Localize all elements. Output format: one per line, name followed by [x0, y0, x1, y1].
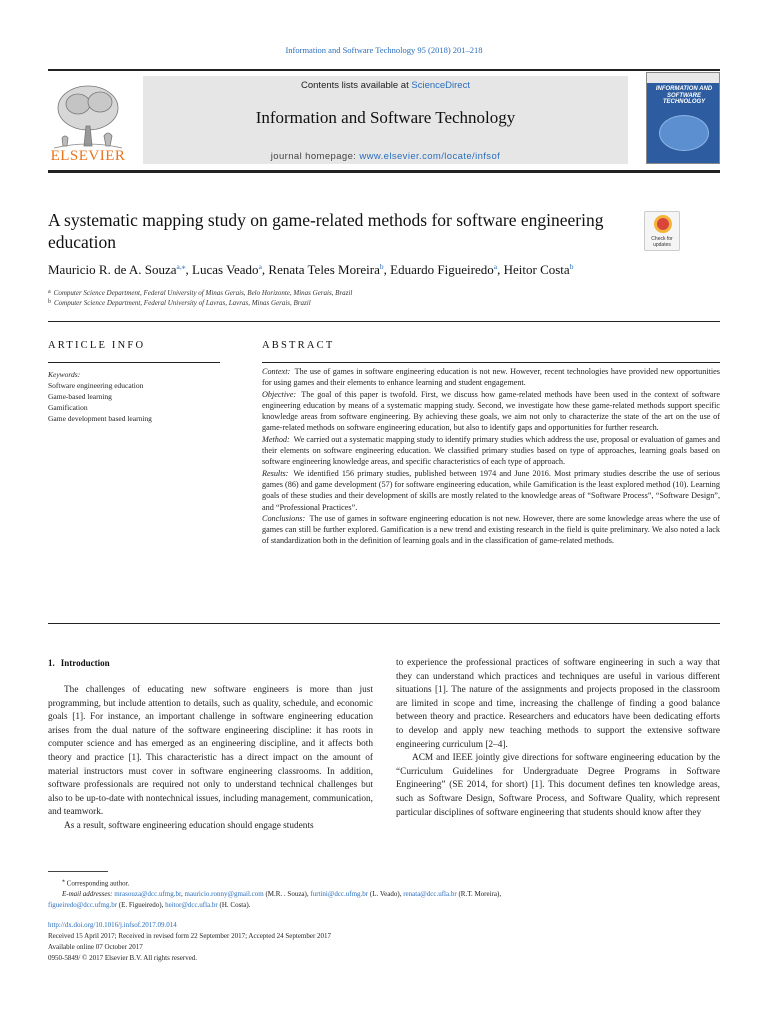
abstract-section-text: The use of games in software engineering education is not new. However, recent technologies have provided new opportunities for using games and their elements to enhance learning and student engagement. [262, 367, 720, 388]
affiliation-a [48, 289, 352, 297]
author-affiliation-marker[interactable]: b [569, 262, 574, 271]
abstract-bottom-rule [48, 623, 720, 624]
body-column-right [396, 657, 720, 820]
journal-homepage-line [143, 151, 628, 162]
author-name[interactable]: Lucas Veado [192, 262, 259, 277]
affiliation-marker: a [48, 289, 51, 295]
keywords-block [48, 369, 220, 424]
email-line-2: figueiredo@dcc.ufmg.br (E. Figueiredo), heitor@dcc.ufla.br (H. Costa). [48, 901, 251, 910]
author-name[interactable]: Renata Teles Moreira [268, 262, 380, 277]
abstract-section-text: The goal of this paper is twofold. First, we discuss how game-related methods have been used in the context of software engineering education by means of a systematic mapping study. Second, we investigate how these game-related methods support specific knowledge areas from software engineering. By achieving these goals, we aim not only to characterize the state of the art on the use of game-related methods on software engineering education, but also to identify gaps and opportunities for further research. [262, 389, 720, 433]
doi-link[interactable]: http://dx.doi.org/10.1016/j.infsof.2017.09.014 [48, 921, 177, 929]
contents-line [143, 80, 628, 91]
received-dates: Received 15 April 2017; Received in revised form 22 September 2017; Accepted 24 September 2017 [48, 932, 332, 940]
introduction-heading [48, 658, 110, 668]
abstract-body [262, 366, 720, 547]
journal-title: Information and Software Technology [255, 108, 516, 127]
abstract-section-label: Objective: [262, 389, 297, 399]
email-label: E-mail addresses: [62, 890, 113, 899]
elsevier-wordmark: ELSEVIER [50, 148, 126, 164]
author-affiliation-marker[interactable]: a [493, 262, 498, 271]
affiliation-text: Computer Science Department, Federal University of Minas Gerais, Belo Horizonte, Minas Gerais, Brazil [53, 289, 353, 297]
email-link[interactable]: mrasouza@dcc.ufmg.br [114, 890, 182, 899]
article-title: A systematic mapping study on game-related methods for software engineering education [48, 210, 604, 252]
author-affiliation-marker[interactable]: a,⁎ [176, 262, 186, 271]
affiliation-rule [48, 321, 720, 322]
email-line-1: E-mail addresses: mrasouza@dcc.ufmg.br, mauricio.ronny@gmail.com (M.R. . Souza), furtini@dcc.ufmg.br (L. Veado), renata@dcc.ufla.br (R.T. Moreira), [62, 890, 502, 899]
abstract-section-text: We carried out a systematic mapping study to identify primary studies which address the use, proposal or evaluation of games and their elements on software engineering education. We classified primary studies based on type of approaches, learning goals based on software engineering knowledge areas, and specific characteristics of each type of approach. [262, 434, 720, 467]
header-bottom-rule [48, 170, 720, 173]
author-affiliation-marker[interactable]: b [379, 262, 384, 271]
keyword-item: Game development based learning [48, 414, 152, 423]
footnote-rule [48, 871, 108, 872]
abstract-section-label: Method: [262, 434, 290, 444]
section-number: 1. [48, 658, 55, 668]
affiliation-marker: b [48, 299, 51, 305]
abstract-section-label: Results: [262, 468, 289, 478]
keyword-item: Software engineering education [48, 381, 144, 390]
body-paragraph: ACM and IEEE jointly give directions for software engineering education by the “Curriculum Guidelines for Undergraduate Degree Programs in Software Engineering” (SE 2014, for short) [1]. This document defines ten knowledge areas, such as Software Design, Software Process, and Software Quality, which represent particular disciplines of software engineering that students should know after they [396, 753, 720, 818]
email-link[interactable]: furtini@dcc.ufmg.br [310, 890, 369, 899]
affiliation-b [48, 299, 311, 307]
corresponding-author-note: ⁎ Corresponding author. [62, 878, 130, 888]
body-paragraph: to experience the professional practices of software engineering in such a way that they can understand which practices and techniques are useful in various different situations [1]. The nature of the assignments and projects proposed in the classroom are limited in scope and time, increasing the challenge of finding a good balance between theory and practice. Researchers and educators have been dedicating efforts to develop and apply new teaching methods to support the extensive software engineering curriculum [2–4]. [396, 658, 720, 750]
body-paragraph: As a result, software engineering education should engage students [64, 820, 314, 831]
keyword-item: Gamification [48, 403, 88, 412]
author-name[interactable]: Mauricio R. de A. Souza [48, 262, 177, 277]
journal-cover-thumbnail[interactable] [646, 72, 720, 164]
check-for-updates-badge[interactable] [644, 211, 680, 251]
contents-prefix: Contents lists available at [301, 80, 412, 91]
abstract-rule [262, 362, 720, 363]
author-name[interactable]: Eduardo Figueiredo [390, 262, 494, 277]
keywords-label: Keywords: [48, 370, 81, 379]
abstract-conclusions [262, 513, 720, 547]
crossmark-label: Check for updates [651, 236, 673, 248]
body-paragraph: The challenges of educating new software engineers is more than just programming, but include attention to details, such as quality, schedule, and economic goals [1]. For instance, an important challenge in software engineering education arises from the dual nature of the software engineering discipline: it has roots in computer science and has emerged as an engineering discipline, and it affects both theory and practice [1]. This characteristic has a direct impact on the amount of material instructors must cover in software engineering classrooms. In addition, software professionals are required not only to understand technical challenges but also to be up-to-date with nontechnical issues, including management, communication, and teamwork. [48, 685, 373, 818]
copyright-notice: 0950-5849/ © 2017 Elsevier B.V. All rights reserved. [48, 954, 198, 962]
keyword-item: Game-based learning [48, 392, 112, 401]
footnote-block [48, 876, 720, 911]
abstract-heading: ABSTRACT [262, 340, 335, 351]
author-list: Mauricio R. de A. Souza$^{a,⁎}$, Lucas Veado$^a$, Renata Teles Moreira$^b$, Eduardo Figueiredo$^a$, Heitor Costa$^b$ [48, 262, 574, 277]
abstract-context [262, 366, 720, 389]
email-link[interactable]: heitor@dcc.ufla.br [165, 901, 218, 910]
journal-reference-link[interactable]: Information and Software Technology 95 (2018) 201–218 [285, 45, 483, 55]
email-link[interactable]: mauricio.ronny@gmail.com [184, 890, 264, 899]
journal-homepage-link[interactable]: www.elsevier.com/locate/infsof [359, 151, 501, 162]
author-name[interactable]: Heitor Costa [503, 262, 570, 277]
available-online-date: Available online 07 October 2017 [48, 943, 143, 951]
header-top-rule [48, 69, 720, 71]
crossmark-icon [654, 215, 672, 233]
article-info-heading: ARTICLE INFO [48, 340, 146, 351]
abstract-section-label: Conclusions: [262, 513, 306, 523]
abstract-objective [262, 389, 720, 434]
section-title: Introduction [60, 658, 110, 668]
sciencedirect-link[interactable]: ScienceDirect [411, 80, 470, 91]
article-info-rule [48, 362, 220, 363]
email-link[interactable]: renata@dcc.ufla.br [403, 890, 457, 899]
abstract-section-label: Context: [262, 367, 291, 376]
email-link[interactable]: figueiredo@dcc.ufmg.br [48, 901, 118, 910]
homepage-prefix: journal homepage: [270, 151, 360, 162]
abstract-results [262, 468, 720, 513]
abstract-section-text: The use of games in software engineering education is not new. However, there are some knowledge areas where the use of games can still be further explored. Gamification is a new trend and existing research in the field is quite preliminary. We also noted a lack of standardization both in the definition of learning goals and in the classification of game-related methods. [262, 513, 720, 546]
cover-title: INFORMATION AND SOFTWARE TECHNOLOGY [655, 86, 713, 105]
author-affiliation-marker[interactable]: a [258, 262, 262, 271]
body-column-left [48, 684, 373, 834]
abstract-section-text: We identified 156 primary studies, published between 1974 and June 2016. Most primary studies describe the use of serious games (86) and game development (57) for software engineering education, while Gamification is the least explored method (10). Learning goals of these studies and their development of skills are mostly related to the knowledge areas of “Software Process”, “Software Design”, and “Professional Practices”. [262, 468, 720, 512]
abstract-method [262, 434, 720, 468]
affiliation-text: Computer Science Department, Federal University of Lavras, Lavras, Minas Gerais, Brazil [54, 299, 311, 307]
